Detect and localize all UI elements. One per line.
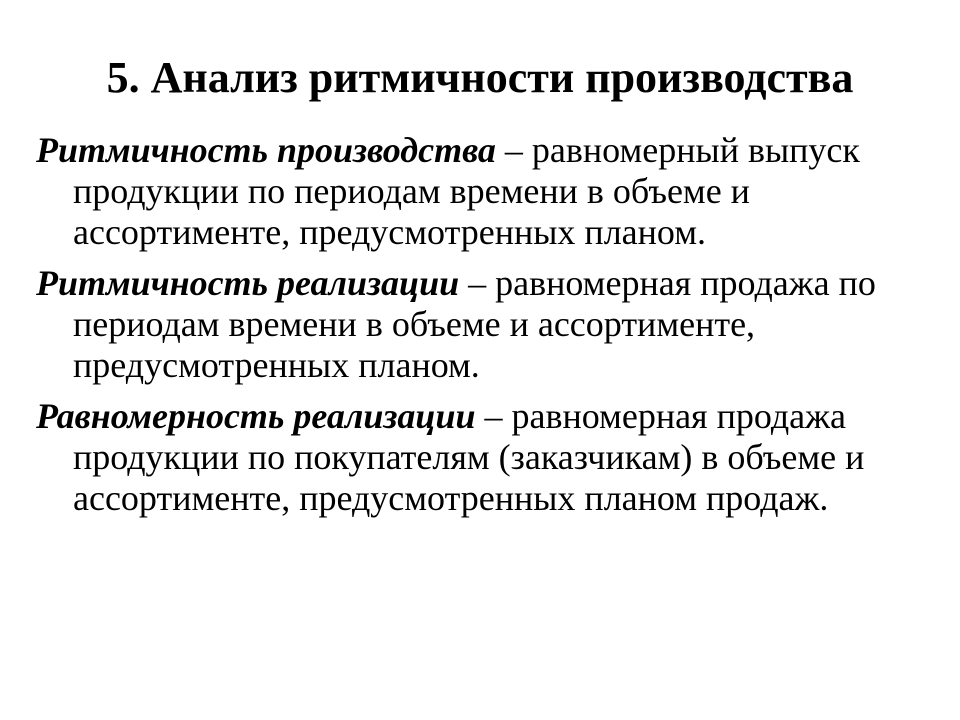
definition-text: равномерная продажа продукции по покупателям (заказчикам) в объеме и ассортименте, предусмотренных планом продаж. bbox=[73, 396, 865, 518]
definition-uniformity-sales bbox=[36, 396, 916, 519]
definition-term: Ритмичность производства bbox=[36, 130, 496, 170]
definitions-list bbox=[36, 130, 916, 529]
definition-rhythm-sales bbox=[36, 263, 916, 386]
definition-dash: – bbox=[475, 396, 512, 436]
definition-rhythm-production bbox=[36, 130, 916, 253]
slide-title: 5. Анализ ритмичности производства bbox=[106, 53, 854, 102]
definition-dash: – bbox=[459, 263, 496, 303]
definition-text: равномерная продажа по периодам времени в объеме и ассортименте, предусмотренных планом. bbox=[73, 263, 876, 385]
definition-text: равномерный выпуск продукции по периодам времени в объеме и ассортименте, предусмотренных планом. bbox=[73, 130, 860, 252]
definition-dash: – bbox=[495, 130, 532, 170]
definition-term: Равномерность реализации bbox=[36, 396, 476, 436]
definition-term: Ритмичность реализации bbox=[36, 263, 460, 303]
